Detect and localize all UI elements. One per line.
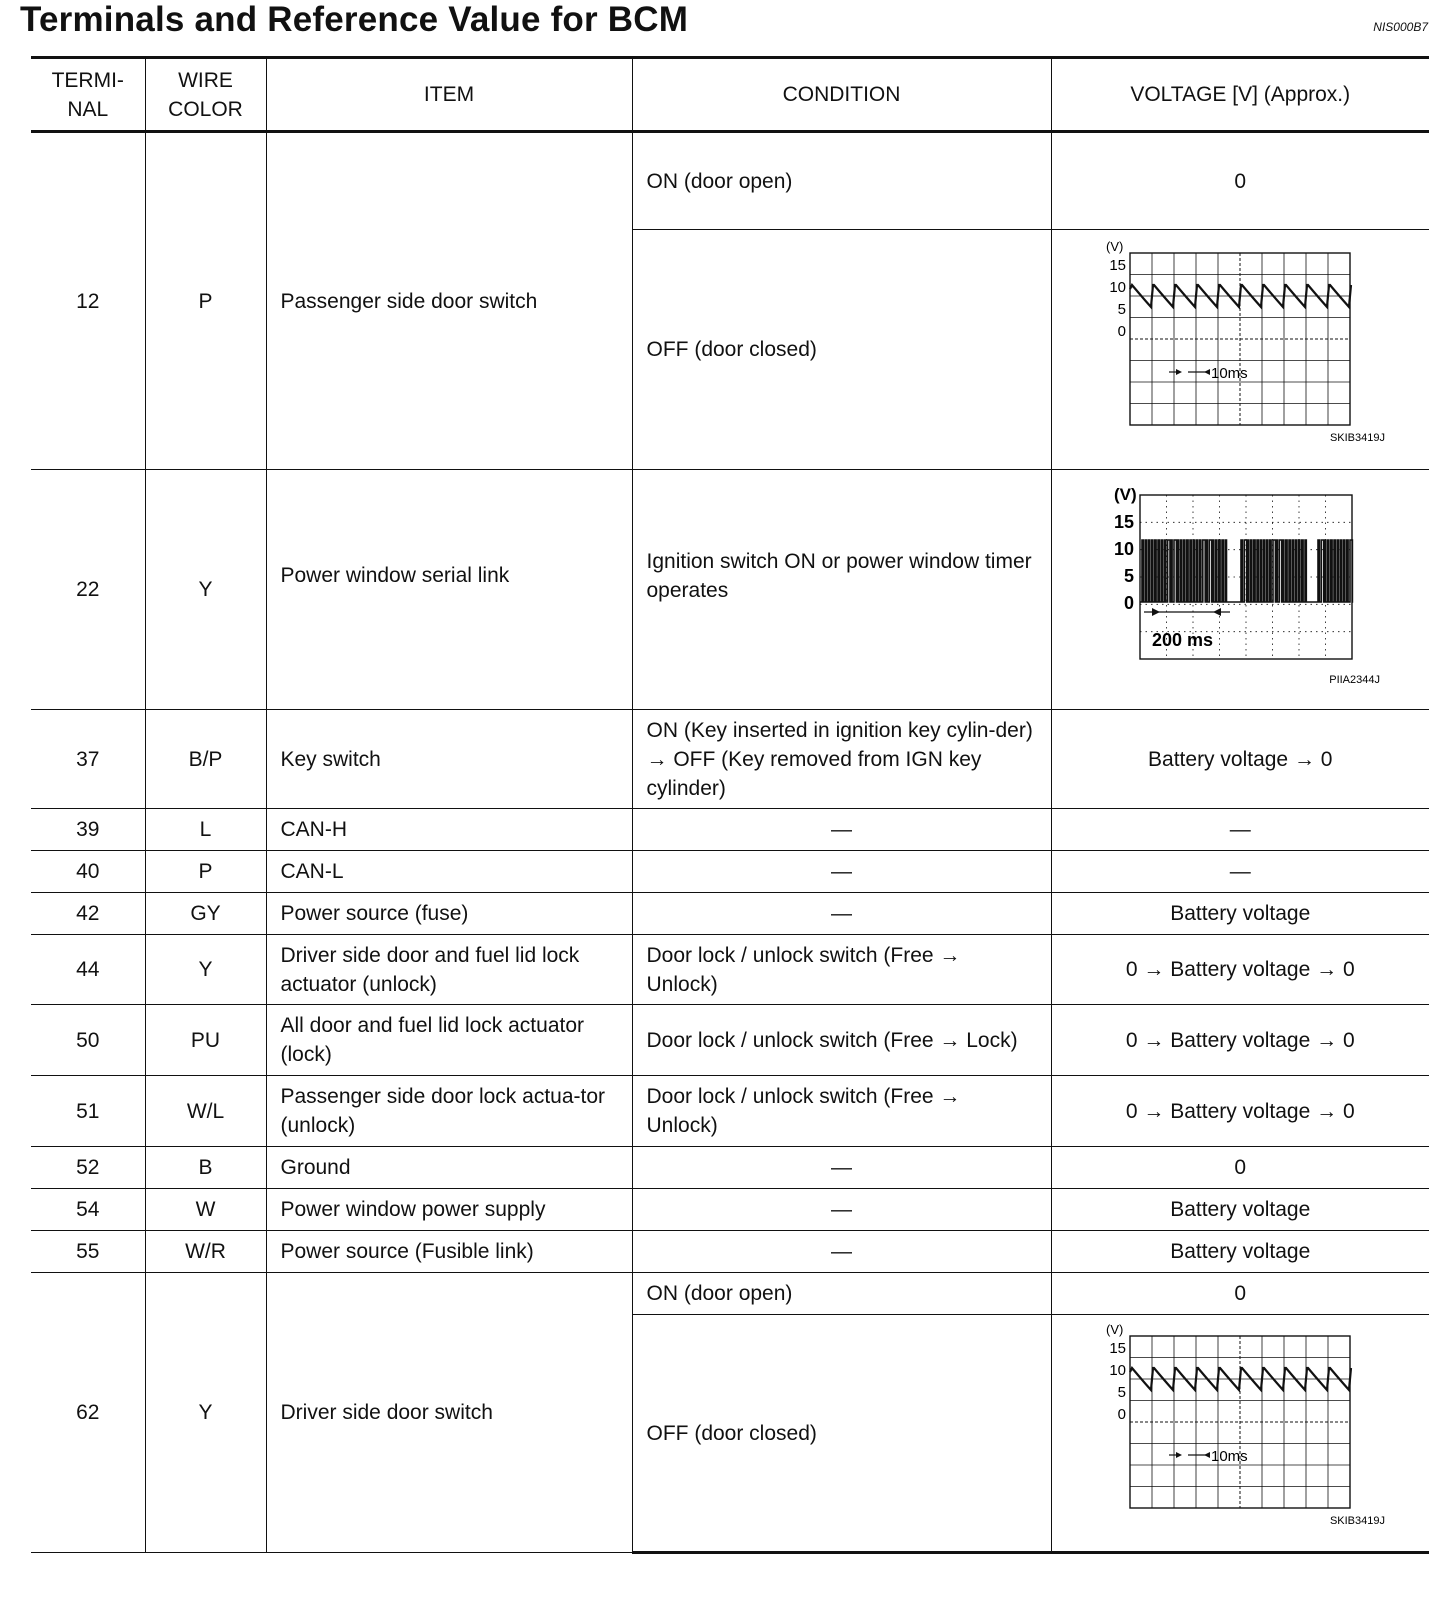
waveform-y-unit: (V) — [1106, 1324, 1124, 1337]
terminal-cell: 39 — [31, 809, 145, 851]
table-row — [31, 1005, 1429, 1076]
wire-color-cell: Y — [145, 470, 266, 710]
item-cell: CAN-L — [266, 851, 632, 893]
voltage-cell: 0 — [1051, 132, 1429, 230]
condition-cell: Door lock / unlock switch (Free → Lock) — [632, 1005, 1051, 1076]
wire-color-cell: W — [145, 1189, 266, 1231]
terminal-cell: 40 — [31, 851, 145, 893]
serial-pulse-trace — [1140, 540, 1353, 602]
waveform-y-tick: 15 — [1109, 1340, 1127, 1357]
wire-color-cell: GY — [145, 893, 266, 935]
table-row — [31, 1273, 1429, 1315]
waveform-time-label: 10ms — [1211, 1448, 1248, 1465]
document-code: NIS000B7 — [1373, 20, 1428, 34]
wire-color-cell: L — [145, 809, 266, 851]
condition-cell: — — [632, 1147, 1051, 1189]
figure-id: SKIB3419J — [1330, 1515, 1386, 1527]
terminal-cell: 55 — [31, 1231, 145, 1273]
header-wire-color: WIRE COLOR — [145, 58, 266, 132]
wire-color-cell: PU — [145, 1005, 266, 1076]
terminal-cell: 37 — [31, 710, 145, 809]
condition-cell: — — [632, 1189, 1051, 1231]
table-row — [31, 1147, 1429, 1189]
waveform-y-tick: 0 — [1117, 1406, 1127, 1423]
condition-cell: OFF (door closed) — [632, 230, 1051, 470]
terminal-cell: 50 — [31, 1005, 145, 1076]
item-cell: Driver side door and fuel lid lock actuator (unlock) — [266, 935, 632, 1005]
waveform-y-tick: 10 — [1109, 278, 1127, 296]
table-row — [31, 132, 1429, 230]
waveform-y-tick: 5 — [1124, 565, 1135, 586]
terminal-cell: 12 — [31, 132, 145, 470]
wire-color-cell: P — [145, 132, 266, 470]
condition-cell: ON (door open) — [632, 132, 1051, 230]
table-row — [31, 470, 1429, 710]
table-row — [31, 1189, 1429, 1231]
table-row — [31, 1231, 1429, 1273]
voltage-waveform-cell — [1051, 230, 1429, 470]
item-cell: Passenger side door lock actua-tor (unlock) — [266, 1076, 632, 1147]
terminal-table — [31, 56, 1429, 1554]
terminal-cell: 51 — [31, 1076, 145, 1147]
condition-cell: OFF (door closed) — [632, 1315, 1051, 1553]
figure-id: SKIB3419J — [1330, 431, 1386, 444]
sawtooth-waveform — [1090, 241, 1390, 459]
waveform-y-tick: 15 — [1114, 511, 1135, 532]
waveform-y-tick: 0 — [1117, 322, 1127, 340]
item-cell: Power source (Fusible link) — [266, 1231, 632, 1273]
item-cell: Passenger side door switch — [266, 132, 632, 470]
waveform-time-label: 10ms — [1211, 364, 1248, 382]
waveform-y-tick: 0 — [1124, 592, 1135, 613]
voltage-cell: Battery voltage → 0 — [1051, 710, 1429, 809]
terminal-cell: 22 — [31, 470, 145, 710]
voltage-waveform-cell — [1051, 470, 1429, 710]
figure-id: PIIA2344J — [1329, 673, 1381, 686]
voltage-cell: Battery voltage — [1051, 1189, 1429, 1231]
table-row — [31, 851, 1429, 893]
item-cell: Ground — [266, 1147, 632, 1189]
condition-cell: — — [632, 809, 1051, 851]
header-terminal: TERMI-NAL — [31, 58, 145, 132]
voltage-cell: 0 — [1051, 1273, 1429, 1315]
waveform-y-unit: (V) — [1106, 240, 1124, 254]
voltage-cell: Battery voltage — [1051, 1231, 1429, 1273]
voltage-cell: 0 → Battery voltage → 0 — [1051, 935, 1429, 1005]
voltage-cell: — — [1051, 809, 1429, 851]
waveform-time-label: 200 ms — [1152, 629, 1214, 650]
item-cell: Key switch — [266, 710, 632, 809]
table-row — [31, 809, 1429, 851]
waveform-y-tick: 5 — [1117, 300, 1127, 318]
table-row — [31, 710, 1429, 809]
voltage-cell: 0 — [1051, 1147, 1429, 1189]
wire-color-cell: W/L — [145, 1076, 266, 1147]
item-cell: Power window power supply — [266, 1189, 632, 1231]
voltage-cell: 0 → Battery voltage → 0 — [1051, 1005, 1429, 1076]
table-row — [31, 1076, 1429, 1147]
item-cell: CAN-H — [266, 809, 632, 851]
terminal-cell: 44 — [31, 935, 145, 1005]
header-row — [31, 58, 1429, 132]
terminal-cell: 42 — [31, 893, 145, 935]
condition-cell: — — [632, 893, 1051, 935]
condition-cell: — — [632, 851, 1051, 893]
item-cell: Power source (fuse) — [266, 893, 632, 935]
page-title: Terminals and Reference Value for BCM — [20, 0, 689, 39]
voltage-waveform-cell — [1051, 1315, 1429, 1553]
terminal-cell: 54 — [31, 1189, 145, 1231]
item-cell: All door and fuel lid lock actuator (lock) — [266, 1005, 632, 1076]
condition-cell: Door lock / unlock switch (Free → Unlock) — [632, 935, 1051, 1005]
waveform-grid — [1130, 253, 1350, 425]
wire-color-cell: B — [145, 1147, 266, 1189]
table-row — [31, 935, 1429, 1005]
terminal-cell: 52 — [31, 1147, 145, 1189]
waveform-y-tick: 5 — [1117, 1384, 1127, 1401]
header-item: ITEM — [266, 58, 632, 132]
waveform-y-tick: 10 — [1114, 538, 1135, 559]
wire-color-cell: Y — [145, 935, 266, 1005]
item-cell: Power window serial link — [266, 470, 632, 710]
header-condition: CONDITION — [632, 58, 1051, 132]
serial-link-waveform — [1090, 485, 1390, 695]
condition-cell: ON (door open) — [632, 1273, 1051, 1315]
waveform-grid — [1130, 1336, 1350, 1508]
header-voltage: VOLTAGE [V] (Approx.) — [1051, 58, 1429, 132]
wire-color-cell: Y — [145, 1273, 266, 1553]
condition-cell: Ignition switch ON or power window timer operates — [632, 470, 1051, 710]
item-cell: Driver side door switch — [266, 1273, 632, 1553]
table-row — [31, 893, 1429, 935]
wire-color-cell: P — [145, 851, 266, 893]
condition-cell: ON (Key inserted in ignition key cylin-der) → OFF (Key removed from IGN key cylinder) — [632, 710, 1051, 809]
waveform-y-tick: 10 — [1109, 1362, 1127, 1379]
wire-color-cell: B/P — [145, 710, 266, 809]
wire-color-cell: W/R — [145, 1231, 266, 1273]
sawtooth-waveform — [1090, 1324, 1390, 1542]
condition-cell: Door lock / unlock switch (Free → Unlock) — [632, 1076, 1051, 1147]
condition-cell: — — [632, 1231, 1051, 1273]
voltage-cell: — — [1051, 851, 1429, 893]
voltage-cell: Battery voltage — [1051, 893, 1429, 935]
waveform-y-unit: (V) — [1114, 484, 1137, 504]
waveform-y-tick: 15 — [1109, 256, 1127, 274]
terminal-cell: 62 — [31, 1273, 145, 1553]
voltage-cell: 0 → Battery voltage → 0 — [1051, 1076, 1429, 1147]
